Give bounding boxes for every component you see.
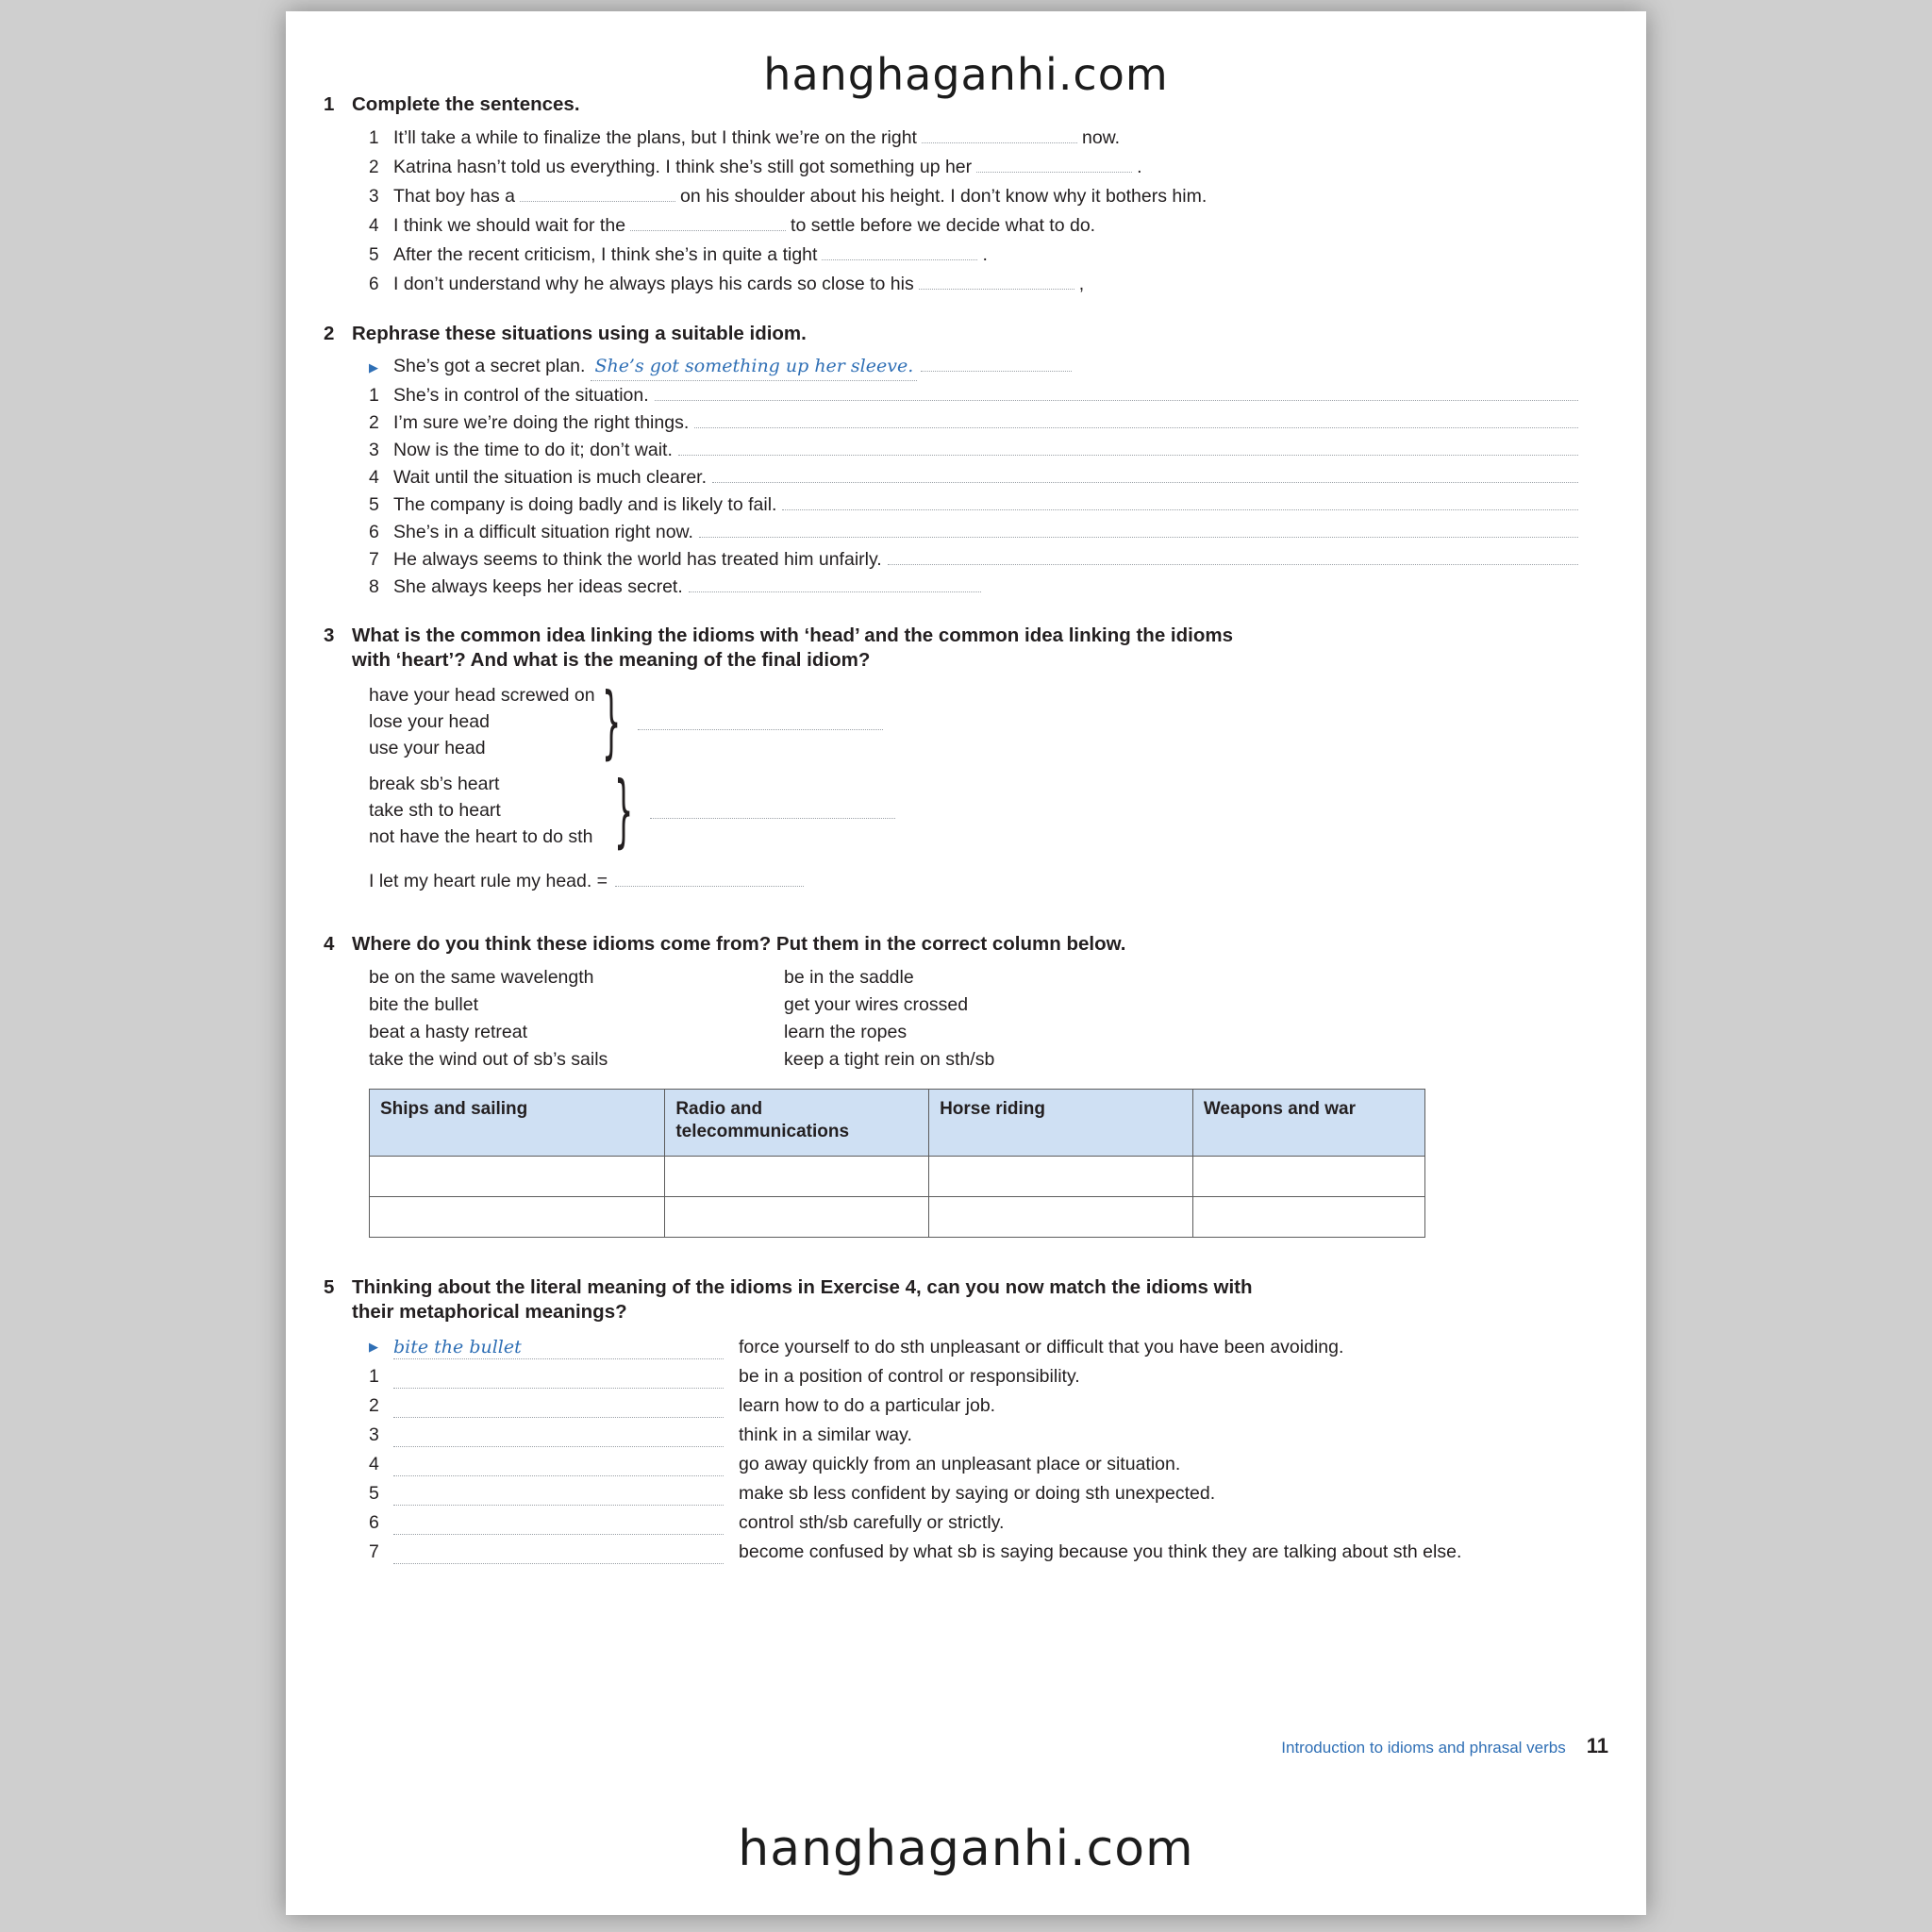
item-text-after: to settle before we decide what to do. xyxy=(791,215,1096,236)
table-cell[interactable] xyxy=(1192,1157,1424,1197)
answer-blank[interactable] xyxy=(393,1451,724,1476)
answer-blank[interactable] xyxy=(393,1392,724,1418)
answer-blank[interactable] xyxy=(922,124,1077,143)
list-item xyxy=(369,464,1578,491)
item-text-after: . xyxy=(1137,157,1142,177)
answer-blank[interactable] xyxy=(393,1480,724,1506)
idiom-text: get your wires crossed xyxy=(784,994,969,1015)
exercise-1-items xyxy=(369,124,1578,299)
meaning-text: become confused by what sb is saying because you think they are talking about sth else. xyxy=(739,1541,1462,1562)
table-cell[interactable] xyxy=(929,1197,1193,1238)
table-row xyxy=(370,1157,1425,1197)
example-marker-icon: ▶ xyxy=(369,1340,378,1354)
head-idiom-list xyxy=(369,682,600,761)
table-cell[interactable] xyxy=(1192,1197,1424,1238)
item-text: She always keeps her ideas secret. xyxy=(393,576,683,597)
item-text: Wait until the situation is much clearer. xyxy=(393,467,708,488)
answer-blank[interactable] xyxy=(689,575,981,592)
item-number: 2 xyxy=(369,412,379,433)
example-marker-icon: ▶ xyxy=(369,360,378,375)
meaning-text: force yourself to do sth unpleasant or difficult that you have been avoiding. xyxy=(739,1337,1344,1357)
item-text: Now is the time to do it; don’t wait. xyxy=(393,440,673,460)
list-item xyxy=(369,1480,1578,1507)
item-text-before: I don’t understand why he always plays his cards so close to his xyxy=(393,274,914,294)
list-item xyxy=(369,1539,1578,1565)
footer-caption: Introduction to idioms and phrasal verbs xyxy=(1281,1739,1566,1757)
document-page xyxy=(286,11,1646,1915)
item-text: The company is doing badly and is likely to fail. xyxy=(393,494,777,515)
answer-blank[interactable] xyxy=(699,520,1578,538)
heart-idiom-list xyxy=(369,771,612,850)
item-number: 7 xyxy=(369,549,379,570)
table-header-row xyxy=(370,1090,1425,1157)
meaning-text: think in a similar way. xyxy=(739,1424,912,1445)
item-text: He always seems to think the world has treated him unfairly. xyxy=(393,549,882,570)
idiom-text: lose your head xyxy=(369,711,490,732)
item-number: 3 xyxy=(369,1424,379,1445)
exercise-3-number: 3 xyxy=(324,625,335,646)
exercise-4-idiom-columns xyxy=(369,964,1578,1074)
page-content xyxy=(324,92,1578,1571)
answer-blank[interactable] xyxy=(393,1509,724,1535)
answer-blank[interactable] xyxy=(393,1539,724,1564)
item-number: 5 xyxy=(369,494,379,515)
list-item xyxy=(369,546,1578,574)
exercise-4-number: 4 xyxy=(324,933,335,955)
category-table xyxy=(369,1089,1425,1238)
item-number: 6 xyxy=(369,275,379,294)
item-text: She’s in a difficult situation right now. xyxy=(393,522,693,542)
list-item xyxy=(369,574,1578,601)
idiom-text: have your head screwed on xyxy=(369,685,595,706)
idiom-text: not have the heart to do sth xyxy=(369,826,593,847)
idiom-column-left xyxy=(369,964,784,1074)
list-item xyxy=(369,437,1578,464)
head-idiom-group xyxy=(369,675,1578,769)
item-number: 5 xyxy=(369,245,379,265)
exercise-5-matching xyxy=(369,1334,1578,1565)
table-header-cell: Weapons and war xyxy=(1192,1090,1424,1157)
answer-blank[interactable] xyxy=(976,153,1132,173)
idiom-text: be on the same wavelength xyxy=(369,967,594,988)
list-item xyxy=(369,409,1578,437)
table-cell[interactable] xyxy=(665,1197,929,1238)
exercise-1 xyxy=(324,92,1578,299)
exercise-5-title: Thinking about the literal meaning of the idioms in Exercise 4, can you now match the idioms with their metaphorical meanings? xyxy=(352,1276,1253,1323)
idiom-text: break sb’s heart xyxy=(369,774,500,794)
item-number: 4 xyxy=(369,216,379,236)
item-number: 2 xyxy=(369,158,379,177)
item-text-before: That boy has a xyxy=(393,186,515,207)
list-item xyxy=(369,491,1578,519)
item-number: 6 xyxy=(369,522,379,542)
exercise-5-heading xyxy=(324,1275,1578,1324)
table-cell[interactable] xyxy=(929,1157,1193,1197)
list-item xyxy=(369,1363,1578,1390)
answer-blank[interactable] xyxy=(393,1422,724,1447)
answer-blank[interactable] xyxy=(655,383,1578,401)
list-item xyxy=(369,124,1578,153)
answer-blank[interactable] xyxy=(921,354,1072,372)
item-number: 3 xyxy=(369,440,379,460)
brace-icon: } xyxy=(602,675,622,769)
answer-blank[interactable] xyxy=(638,714,883,730)
heart-idiom-group xyxy=(369,763,1578,858)
answer-blank[interactable] xyxy=(919,270,1074,290)
answer-blank[interactable] xyxy=(782,492,1578,510)
table-cell[interactable] xyxy=(370,1197,665,1238)
idiom-column-right xyxy=(784,964,1199,1074)
item-number: 8 xyxy=(369,576,379,597)
item-number: 1 xyxy=(369,385,379,406)
example-prompt: She’s got a secret plan. xyxy=(393,356,586,376)
idiom-text: take the wind out of sb’s sails xyxy=(369,1049,608,1070)
exercise-2-heading xyxy=(324,322,1578,346)
idiom-text: be in the saddle xyxy=(784,967,914,988)
meaning-text: control sth/sb carefully or strictly. xyxy=(739,1512,1005,1533)
table-cell[interactable] xyxy=(665,1157,929,1197)
table-header-cell: Horse riding xyxy=(929,1090,1193,1157)
table-header-cell: Ships and sailing xyxy=(370,1090,665,1157)
idiom-text: keep a tight rein on sth/sb xyxy=(784,1049,995,1070)
meaning-text: be in a position of control or responsibility. xyxy=(739,1366,1080,1387)
page-number: 11 xyxy=(1586,1734,1608,1757)
list-item xyxy=(369,211,1578,241)
table-header-cell: Radio and telecommunications xyxy=(665,1090,929,1157)
exercise-2-title: Rephrase these situations using a suitable idiom. xyxy=(352,323,807,344)
exercise-3-heading xyxy=(324,624,1578,673)
idiom-text: beat a hasty retreat xyxy=(369,1022,528,1042)
item-text-before: It’ll take a while to finalize the plans, but I think we’re on the right xyxy=(393,127,917,148)
final-idiom-row xyxy=(369,871,1578,892)
idiom-text: take sth to heart xyxy=(369,800,501,821)
table-row xyxy=(370,1197,1425,1238)
exercise-1-heading xyxy=(324,92,1578,117)
watermark-top: hanghaganhi.com xyxy=(763,49,1169,100)
brace-icon: } xyxy=(614,763,634,858)
list-item xyxy=(369,241,1578,270)
list-item xyxy=(369,382,1578,409)
exercise-2-items xyxy=(369,353,1578,601)
answer-blank[interactable] xyxy=(678,438,1578,456)
answer-blank[interactable] xyxy=(822,241,977,260)
answer-blank[interactable] xyxy=(650,803,895,819)
answer-blank[interactable] xyxy=(520,182,675,202)
exercise-4-title: Where do you think these idioms come from? Put them in the correct column below. xyxy=(352,933,1126,955)
list-item xyxy=(369,1392,1578,1419)
example-row xyxy=(369,1334,1578,1360)
idiom-text: bite the bullet xyxy=(369,994,479,1015)
exercise-3-title: What is the common idea linking the idioms with ‘head’ and the common idea linking the idioms with ‘heart’? And what is the meaning of the final idiom? xyxy=(352,625,1233,671)
item-number: 4 xyxy=(369,467,379,488)
exercise-1-number: 1 xyxy=(324,93,335,115)
list-item xyxy=(369,1509,1578,1536)
item-text: She’s in control of the situation. xyxy=(393,385,649,406)
example-answer: She’s got something up her sleeve. xyxy=(591,353,917,381)
list-item xyxy=(369,1451,1578,1477)
exercise-5-number: 5 xyxy=(324,1276,335,1298)
meaning-text: go away quickly from an unpleasant place or situation. xyxy=(739,1454,1181,1474)
exercise-4 xyxy=(324,932,1578,1238)
item-number: 2 xyxy=(369,1395,379,1416)
item-number: 7 xyxy=(369,1541,379,1562)
answer-blank[interactable] xyxy=(712,465,1578,483)
exercise-2 xyxy=(324,322,1578,601)
answer-blank[interactable] xyxy=(393,1363,724,1389)
list-item xyxy=(369,153,1578,182)
item-number: 5 xyxy=(369,1483,379,1504)
item-text-after: , xyxy=(1078,274,1085,294)
item-text-after: now. xyxy=(1081,127,1121,148)
exercise-1-title: Complete the sentences. xyxy=(352,93,580,115)
answer-blank[interactable] xyxy=(888,547,1578,565)
meaning-text: learn how to do a particular job. xyxy=(739,1395,996,1416)
watermark-bottom: hanghaganhi.com xyxy=(738,1821,1194,1877)
item-number: 6 xyxy=(369,1512,379,1533)
answer-blank[interactable] xyxy=(615,871,804,887)
page-footer xyxy=(324,1734,1608,1758)
example-answer: bite the bullet xyxy=(393,1334,724,1359)
exercise-3 xyxy=(324,624,1578,892)
list-item xyxy=(369,270,1578,299)
item-text-before: After the recent criticism, I think she’s in quite a tight xyxy=(393,244,818,265)
answer-blank[interactable] xyxy=(694,410,1578,428)
item-number: 1 xyxy=(369,1366,379,1387)
example-row xyxy=(369,353,1578,382)
list-item xyxy=(369,1422,1578,1448)
answer-blank[interactable] xyxy=(630,211,786,231)
exercise-5 xyxy=(324,1275,1578,1565)
idiom-text: learn the ropes xyxy=(784,1022,908,1042)
item-text-before: I think we should wait for the xyxy=(393,215,626,236)
exercise-2-number: 2 xyxy=(324,323,335,344)
item-text-after: on his shoulder about his height. I don’t know why it bothers him. xyxy=(680,186,1208,207)
item-text-after: . xyxy=(982,244,988,265)
meaning-text: make sb less confident by saying or doing sth unexpected. xyxy=(739,1483,1216,1504)
exercise-4-heading xyxy=(324,932,1578,957)
item-text: I’m sure we’re doing the right things. xyxy=(393,412,690,433)
idiom-text: use your head xyxy=(369,738,486,758)
list-item xyxy=(369,519,1578,546)
item-number: 3 xyxy=(369,187,379,207)
item-text-before: Katrina hasn’t told us everything. I think she’s still got something up her xyxy=(393,157,973,177)
list-item xyxy=(369,182,1578,211)
final-idiom-text: I let my heart rule my head. = xyxy=(369,871,608,891)
item-number: 1 xyxy=(369,128,379,148)
item-number: 4 xyxy=(369,1454,379,1474)
table-cell[interactable] xyxy=(370,1157,665,1197)
